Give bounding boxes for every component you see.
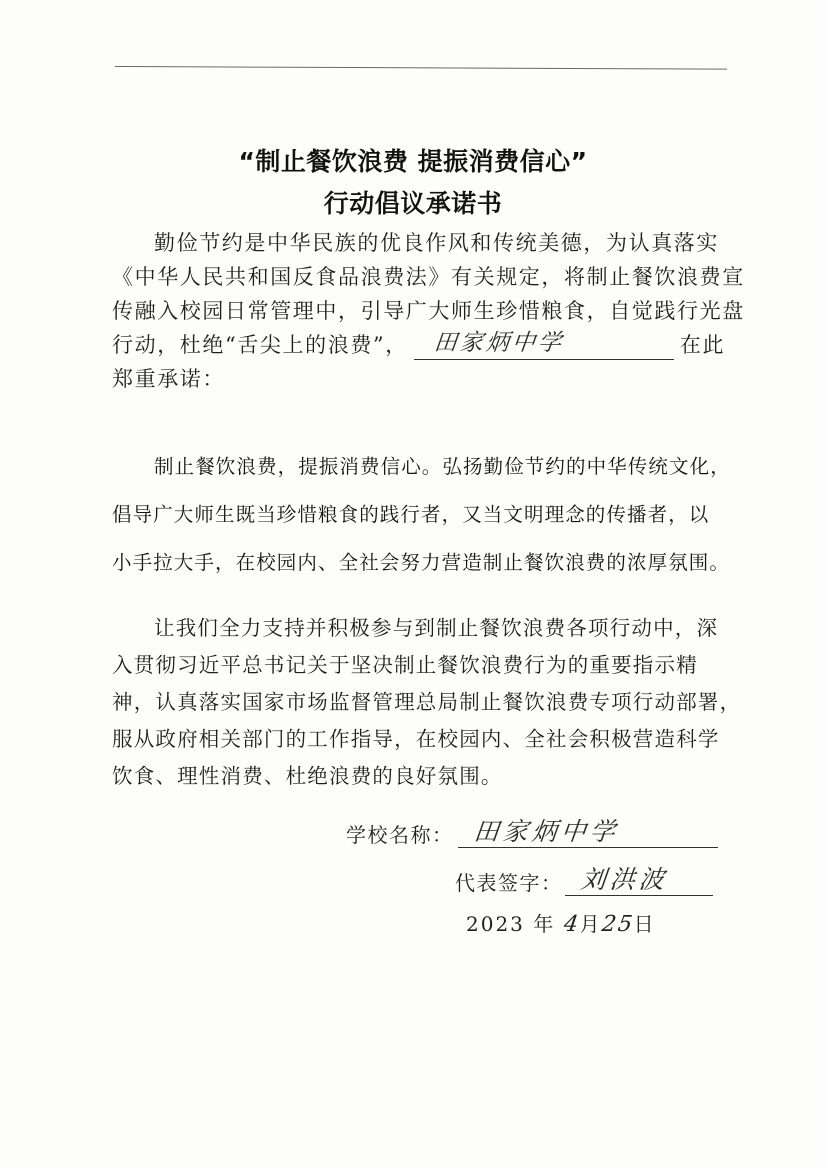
date-row xyxy=(466,908,656,937)
handwritten-representative-signature: 刘洪波 xyxy=(578,865,669,894)
paragraph-line: 勤俭节约是中华民族的优良作风和传统美德，为认真落实 xyxy=(154,231,719,255)
paragraph-commitment xyxy=(112,443,731,587)
paragraph-line: 《中华人民共和国反食品浪费法》有关规定，将制止餐饮浪费宣 xyxy=(112,265,745,289)
date-month-unit: 月 xyxy=(579,912,602,936)
date-year: 2023 xyxy=(466,912,525,936)
paragraph-line: 神，认真落实国家市场监督管理总局制止餐饮浪费专项行动部署， xyxy=(112,690,742,714)
paragraph-text: 在此 xyxy=(679,333,726,357)
paragraph-line: 郑重承诺： xyxy=(112,367,225,391)
document-subtitle: 行动倡议承诺书 xyxy=(323,189,503,218)
school-name-blank xyxy=(414,330,674,362)
header-rule xyxy=(115,66,727,70)
school-name-row xyxy=(346,818,718,848)
paragraph-line: 小手拉大手，在校园内、全社会努力营造制止餐饮浪费的浓厚氛围。 xyxy=(112,551,731,574)
paragraph-intro xyxy=(112,226,745,396)
handwritten-school-signature: 田家炳中学 xyxy=(471,817,620,846)
paragraph-line: 倡导广大师生既当珍惜粮食的践行者，又当文明理念的传播者，以 xyxy=(112,503,710,526)
representative-label: 代表签字： xyxy=(455,871,563,895)
paragraph-text: 行动，杜绝“舌尖上的浪费”， xyxy=(112,333,408,357)
handwritten-month: 4 xyxy=(561,912,582,937)
school-name-field xyxy=(458,818,718,848)
paragraph-line-with-blank xyxy=(112,328,726,362)
paragraph-line: 饮食、理性消费、杜绝浪费的良好氛围。 xyxy=(112,764,503,788)
paragraph-line: 让我们全力支持并积极参与到制止餐饮浪费各项行动中，深 xyxy=(154,616,719,640)
handwritten-school-name: 田家炳中学 xyxy=(432,330,566,356)
paragraph-line: 传融入校园日常管理中，引导广大师生珍惜粮食，自觉践行光盘 xyxy=(112,299,745,323)
paragraph-line: 服从政府相关部门的工作指导，在校园内、全社会积极营造科学 xyxy=(112,727,720,751)
paragraph-closing xyxy=(112,610,742,795)
date-day-unit: 日 xyxy=(633,912,656,936)
school-name-label: 学校名称： xyxy=(346,823,454,847)
paragraph-line: 制止餐饮浪费，提振消费信心。弘扬勤俭节约的中华传统文化， xyxy=(154,455,731,478)
handwritten-day: 25 xyxy=(599,912,636,937)
date-year-unit: 年 xyxy=(524,912,564,936)
document-title: “制止餐饮浪费 提振消费信心” xyxy=(238,147,588,176)
representative-field xyxy=(565,866,713,896)
representative-row xyxy=(455,866,713,896)
paragraph-line: 入贯彻习近平总书记关于坚决制止餐饮浪费行为的重要指示精 xyxy=(112,653,698,677)
